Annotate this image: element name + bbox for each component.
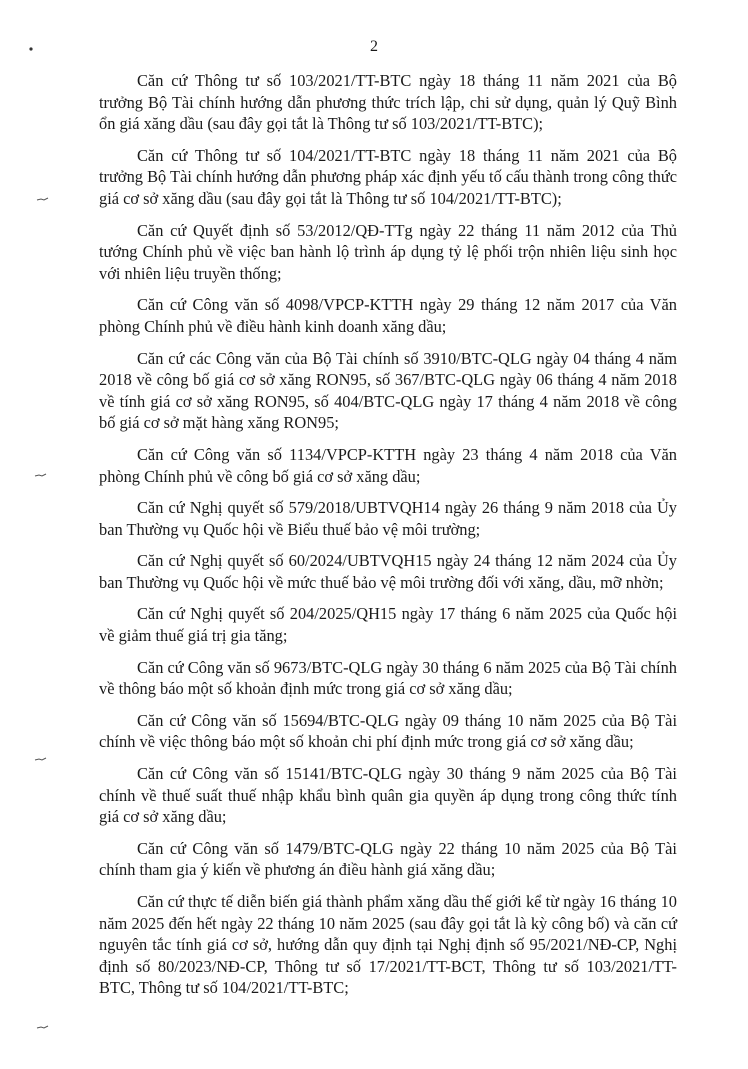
scan-mark-icon [34,756,48,762]
scan-mark-icon [34,472,48,478]
paragraph: Căn cứ Nghị quyết số 204/2025/QH15 ngày 17 tháng 6 năm 2025 của Quốc hội về giảm thuế giá trị gia tăng; [99,604,677,646]
paragraph: Căn cứ Công văn số 15694/BTC-QLG ngày 09 tháng 10 năm 2025 của Bộ Tài chính về việc thông báo một số khoản chi phí định mức trong giá cơ sở xăng dầu; [99,710,677,752]
scan-mark-icon [28,46,42,52]
paragraph: Căn cứ Nghị quyết số 579/2018/UBTVQH14 ngày 26 tháng 9 năm 2018 của Ủy ban Thường vụ Quốc hội về Biểu thuế bảo vệ môi trường; [99,498,677,539]
document-body [99,70,677,1009]
paragraph: Căn cứ Thông tư số 104/2021/TT-BTC ngày 18 tháng 11 năm 2021 của Bộ trưởng Bộ Tài chính hướng dẫn phương pháp xác định yếu tố cấu thành trong công thức giá cơ sở xăng dầu (sau đây gọi tắt là Thông tư số 104/2021/TT-BTC); [99,145,677,208]
paragraph: Căn cứ Công văn số 1134/VPCP-KTTH ngày 23 tháng 4 năm 2018 của Văn phòng Chính phủ về công bố giá cơ sở xăng dầu; [99,444,677,486]
paragraph: Căn cứ Công văn số 4098/VPCP-KTTH ngày 29 tháng 12 năm 2017 của Văn phòng Chính phủ về điều hành kinh doanh xăng dầu; [99,295,677,336]
paragraph: Căn cứ Công văn số 9673/BTC-QLG ngày 30 tháng 6 năm 2025 của Bộ Tài chính về thông báo một số khoản định mức trong giá cơ sở xăng dầu; [99,657,677,699]
paragraph: Căn cứ Thông tư số 103/2021/TT-BTC ngày 18 tháng 11 năm 2021 của Bộ trưởng Bộ Tài chính hướng dẫn phương thức trích lập, chi sử dụng, quản lý Quỹ Bình ổn giá xăng dầu (sau đây gọi tắt là Thông tư số 103/2021/TT-BTC); [99,71,677,134]
paragraph: Căn cứ các Công văn của Bộ Tài chính số 3910/BTC-QLG ngày 04 tháng 4 năm 2018 về công bố giá cơ sở xăng RON95, số 367/BTC-QLG ngày 06 tháng 4 năm 2018 về tính giá cơ sở xăng RON95, số 404/BTC-QLG ngày 17 tháng 4 năm 2018 về công bố giá cơ sở mặt hàng xăng RON95; [99,348,677,433]
scan-mark-icon [36,196,50,202]
page-number: 2 [370,38,378,55]
paragraph: Căn cứ Công văn số 1479/BTC-QLG ngày 22 tháng 10 năm 2025 của Bộ Tài chính tham gia ý kiến về phương án điều hành giá xăng dầu; [99,838,677,880]
paragraph: Căn cứ Nghị quyết số 60/2024/UBTVQH15 ngày 24 tháng 12 năm 2024 của Ủy ban Thường vụ Quốc hội về mức thuế bảo vệ môi trường đối với xăng, dầu, mỡ nhờn; [99,551,677,592]
paragraph: Căn cứ Công văn số 15141/BTC-QLG ngày 30 tháng 9 năm 2025 của Bộ Tài chính về thuế suất thuế nhập khẩu bình quân gia quyền áp dụng trong công thức tính giá cơ sở xăng dầu; [99,764,677,827]
paragraph: Căn cứ thực tế diễn biến giá thành phẩm xăng dầu thế giới kể từ ngày 16 tháng 10 năm 2025 đến hết ngày 22 tháng 10 năm 2025 (sau đây gọi tắt là kỳ công bố) và căn cứ nguyên tắc tính giá cơ sở, hướng dẫn quy định tại Nghị định số 95/2021/NĐ-CP, Nghị định số 80/2023/NĐ-CP, Thông tư số 17/2021/TT-BCT, Thông tư số 103/2021/TT-BTC, Thông tư số 104/2021/TT-BTC; [99,892,677,998]
scan-mark-icon [36,1024,50,1030]
paragraph: Căn cứ Quyết định số 53/2012/QĐ-TTg ngày 22 tháng 11 năm 2012 của Thủ tướng Chính phủ về việc ban hành lộ trình áp dụng tỷ lệ phối trộn nhiên liệu sinh học với nhiên liệu truyền thống; [99,220,677,283]
